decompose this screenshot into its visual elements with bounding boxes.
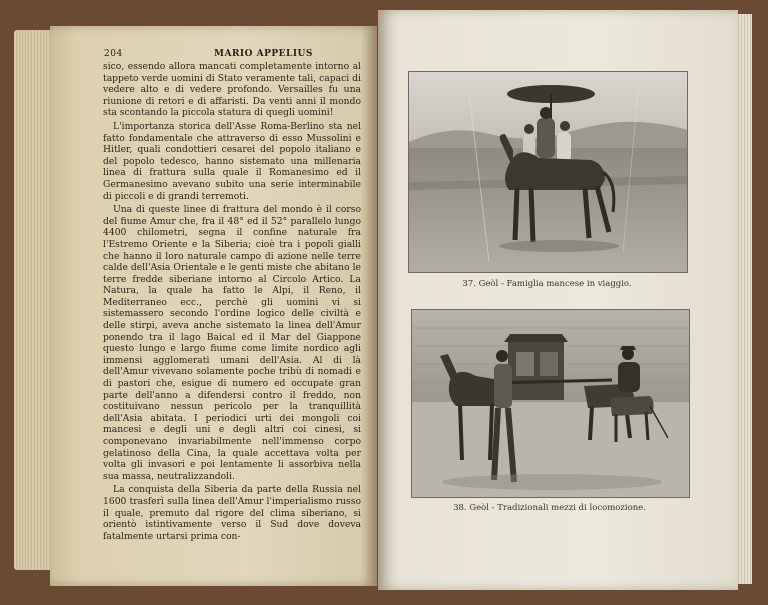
photo-caption: 38. Geòl - Tradizionali mezzi di locomozione.: [453, 503, 646, 513]
body-text: [103, 61, 361, 571]
running-head-author: MARIO APPELIUS: [214, 49, 313, 59]
right-page-edges: [736, 14, 752, 584]
photo-litter-mules-image: [412, 310, 689, 497]
paragraph: La conquista della Siberia da parte della Russia nel 1600 trasferì sulla linea dell'Amur l'imperialismo russo il quale, premuto dal rigore del clima siberiano, si orientò istintivamente verso il Sud dove doveva fatalmente urtarsi prima con-: [103, 484, 361, 542]
page-number: 204: [104, 49, 123, 59]
photo-caption: 37. Geòl - Famiglia mancese in viaggio.: [462, 279, 632, 289]
paragraph: sico, essendo allora mancati completamente intorno al tappeto verde uomini di Stato veramente tali, capaci di vedere alto e di vedere profondo. Versailles fu una riunione di retori e di affaristi. Da venti anni il mondo sta scontando la piccola statura di quegli uomini!: [103, 61, 361, 119]
photo-family-on-horse: [408, 71, 688, 273]
paragraph: L'importanza storica dell'Asse Roma-Berlino sta nel fatto fondamentale che attraverso di esso Mussolini e Hitler, quali condottieri cesarei del popolo italiano e del popolo tedesco, hanno sistemato una millenaria linea di frattura sulla quale il Romanesimo ed il Germanesimo avevano subito una serie interminabile di piccoli e di grandi terremoti.: [103, 120, 361, 202]
left-page-edges: [14, 30, 54, 570]
photo-litter-mules: [411, 309, 690, 498]
photo-family-on-horse-image: [409, 72, 687, 272]
paragraph: Una di queste linee di frattura del mondo è il corso del fiume Amur che, fra il 48° ed il 52° parallelo lungo 4400 chilometri, segna il confine naturale fra l'Estremo Oriente e la Siberia; cioè tra i popoli gialli che hanno il loro naturale campo di azione nelle terre calde dell'Asia Orientale e le genti miste che abitano le terre fredde siberiane intorno al Circolo Artico. La Natura, la quale ha fatto le Alpi, il Reno, il Mediterraneo ecc., perchè gli uomini vi si sistemassero secondo l'ordine logico delle civiltà e delle stirpi, aveva anche sistemato la linea dell'Amur ponendo tra il lago Baical ed il Mar del Giappone questo lungo e largo fiume come limite nordico agli immensi agglomerati umani dell'Asia. Al di là dell'Amur vivevano solamente poche tribù di nomadi e di pastori che, esigue di numero ed occupate gran parte dell'anno a difendersi contro il freddo, non costituivano nessun pericolo per la tranquillità dell'Asia abitata. I periodici urti dei mongoli coi mancesi e degli uni e degli altri coi cinesi, si componevano invariabilmente nell'immenso corpo gelatinoso della Cina, la quale accettava volta per volta gli invasori e poi lentamente li assorbiva nella sua massa, neutralizzandoli.: [103, 204, 361, 482]
